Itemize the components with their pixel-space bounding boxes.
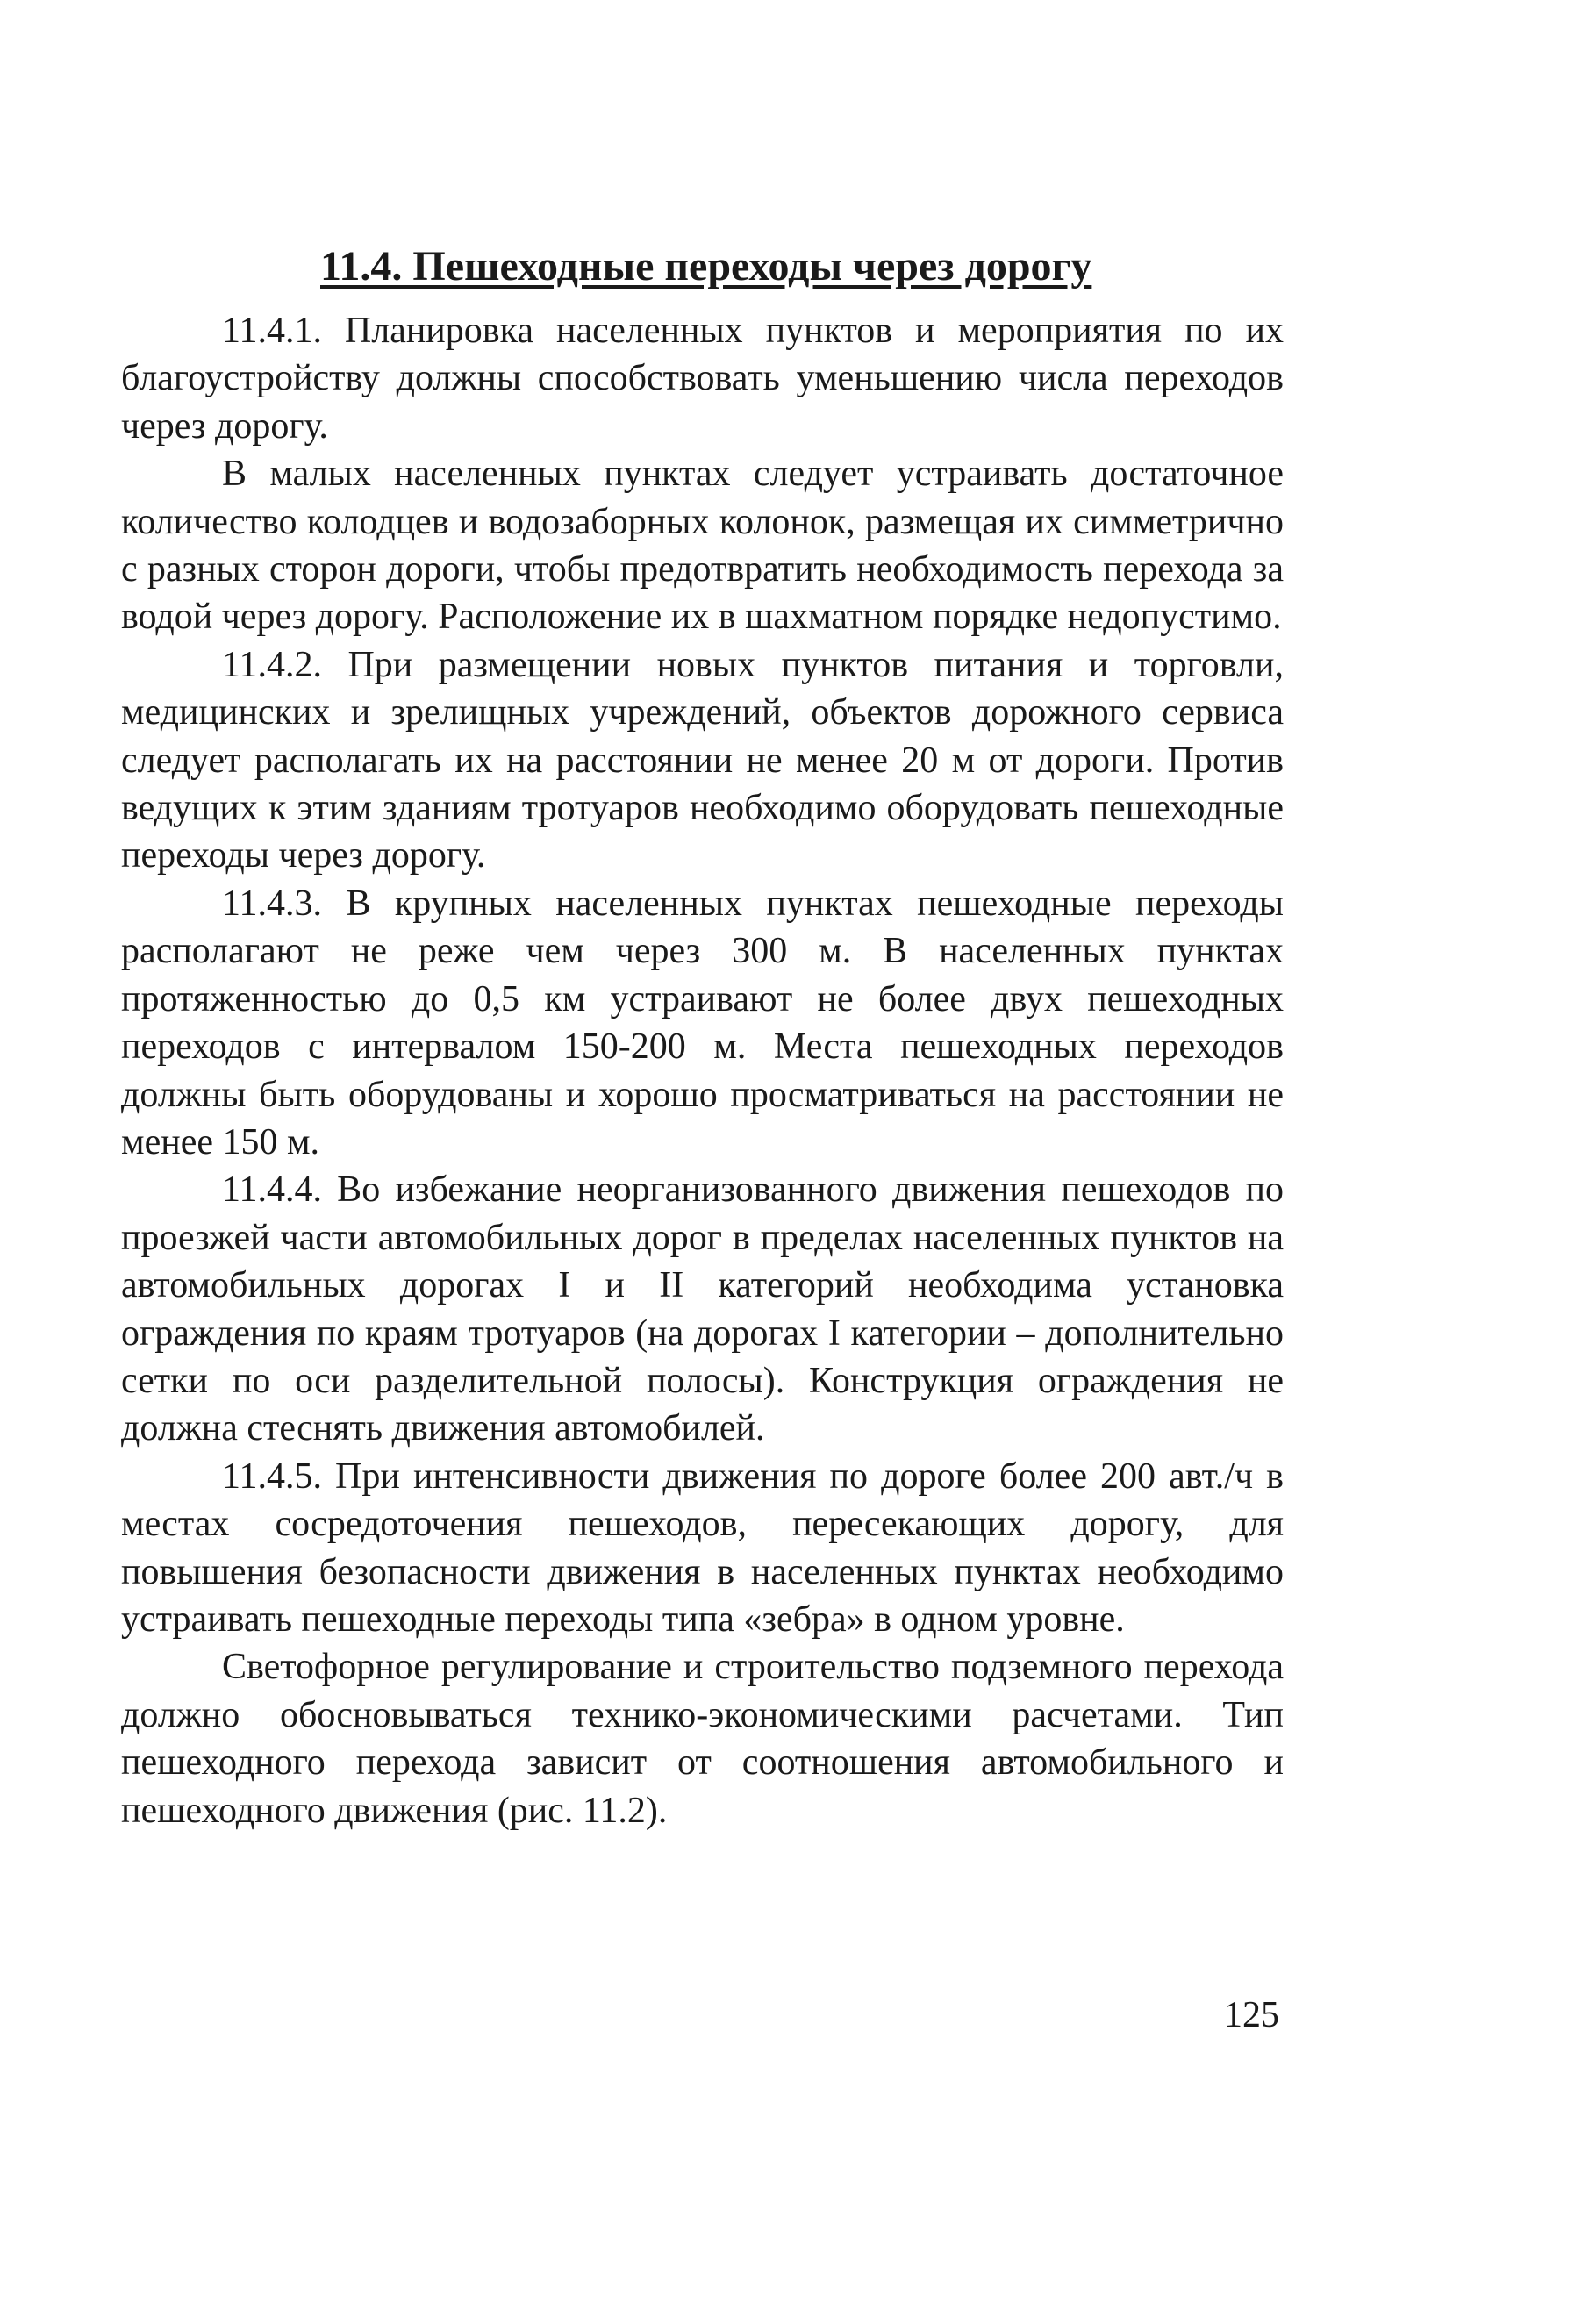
section-body <box>121 307 1284 1834</box>
paragraph-11-4-2: 11.4.2. При размещении новых пунктов питания и торговли, медицинских и зрелищных учреждений, объектов дорожного сервиса следует располагать их на расстоянии не менее 20 м от дороги. Против ведущих к этим зданиям тротуаров необходимо оборудовать пешеходные переходы через дорогу. <box>121 644 1284 876</box>
paragraph-traffic-lights: Светофорное регулирование и строительство подземного перехода должно обосновываться технико-экономическими расчетами. Тип пешеходного перехода зависит от соотношения автомобильного и пешеходного движения (рис. 11.2). <box>121 1647 1284 1831</box>
paragraph-wells: В малых населенных пунктах следует устраивать достаточное количество колодцев и водозаборных колонок, размещая их симметрично с разных сторон дороги, чтобы предотвратить необходимость перехода за водой через дорогу. Расположение их в шахматном порядке недопустимо. <box>121 454 1284 638</box>
paragraph-11-4-1: 11.4.1. Планировка населенных пунктов и мероприятия по их благоустройству должны способствовать уменьшению числа переходов через дорогу. <box>121 311 1284 447</box>
section-heading: 11.4. Пешеходные переходы через дорогу <box>320 243 1092 290</box>
paragraph-11-4-3: 11.4.3. В крупных населенных пунктах пешеходные переходы располагают не реже чем через 300 м. В населенных пунктах протяженностью до 0,5 км устраивают не более двух пешеходных переходов с интервалом 150-200 м. Места пешеходных переходов должны быть оборудованы и хорошо просматриваться на расстоянии не менее 150 м. <box>121 883 1284 1162</box>
paragraph-11-4-4: 11.4.4. Во избежание неорганизованного движения пешеходов по проезжей части автомобильных дорог в пределах населенных пунктов на автомобильных дорогах I и II категорий необходима установка ограждения по краям тротуаров (на дорогах I категории – дополнительно сетки по оси разделительной полосы). Конструкция ограждения не должна стеснять движения автомобилей. <box>121 1169 1284 1449</box>
paragraph-11-4-5: 11.4.5. При интенсивности движения по дороге более 200 авт./ч в местах сосредоточения пешеходов, пересекающих дорогу, для повышения безопасности движения в населенных пунктах необходимо устраивать пешеходные переходы типа «зебра» в одном уровне. <box>121 1455 1284 1640</box>
page-number: 125 <box>1224 1995 1279 2035</box>
